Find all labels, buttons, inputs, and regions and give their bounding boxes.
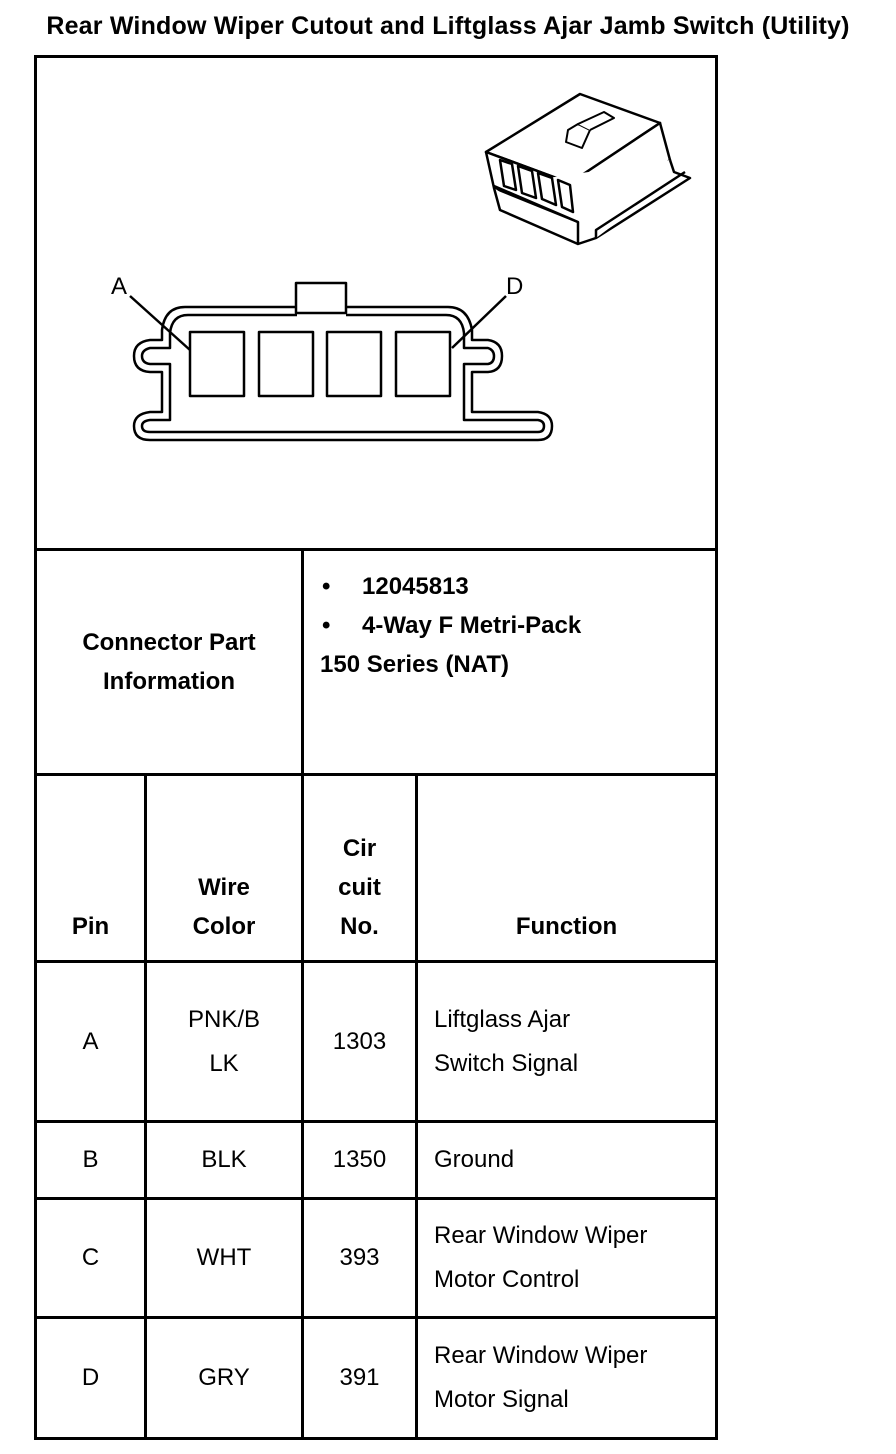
- bullet-icon: •: [322, 573, 331, 600]
- header-circuit-no: Cir cuit No.: [338, 835, 381, 940]
- part-number: 12045813: [362, 573, 469, 600]
- header-wire-color: Wire Color: [192, 874, 256, 940]
- function-cell: Rear Window Wiper Motor Control: [434, 1222, 648, 1293]
- pin-cell: C: [81, 1244, 100, 1271]
- cavity-a: [190, 332, 244, 396]
- header-pin: Pin: [71, 913, 110, 940]
- function-cell: Rear Window Wiper Motor Signal: [434, 1342, 648, 1413]
- pin-label-a: A: [111, 273, 128, 300]
- circuit-cell: 391: [339, 1364, 380, 1391]
- pin-cell: D: [81, 1364, 100, 1391]
- header-function: Function: [515, 913, 618, 940]
- connector-info-details: [320, 567, 581, 684]
- leader-line-a: [130, 296, 190, 350]
- wire-color-cell: WHT: [196, 1244, 252, 1271]
- cavity-b: [259, 332, 313, 396]
- connector-latch: [296, 283, 346, 313]
- wire-color-cell: BLK: [201, 1146, 247, 1173]
- connector-isometric-view: [486, 94, 690, 244]
- function-cell: Ground: [434, 1146, 515, 1173]
- wire-color-cell: GRY: [198, 1364, 250, 1391]
- circuit-cell: 393: [339, 1244, 380, 1271]
- cavity-c: [327, 332, 381, 396]
- pin-label-d: D: [506, 273, 524, 300]
- connector-series: 150 Series (NAT): [320, 651, 509, 678]
- connector-description: 4-Way F Metri-Pack: [362, 612, 582, 639]
- wire-color-cell: PNK/B LK: [187, 1005, 261, 1077]
- circuit-cell: 1303: [332, 1027, 387, 1055]
- connector-info-label: Connector Part Information: [82, 629, 256, 695]
- pin-cell: A: [82, 1027, 99, 1055]
- pin-cell: B: [82, 1146, 99, 1173]
- cavity-d: [396, 332, 450, 396]
- function-cell: Liftglass Ajar Switch Signal: [434, 1005, 579, 1077]
- bullet-icon: •: [322, 612, 331, 639]
- circuit-cell: 1350: [332, 1146, 387, 1173]
- page-title: Rear Window Wiper Cutout and Liftglass Ajar Jamb Switch (Utility): [46, 12, 850, 40]
